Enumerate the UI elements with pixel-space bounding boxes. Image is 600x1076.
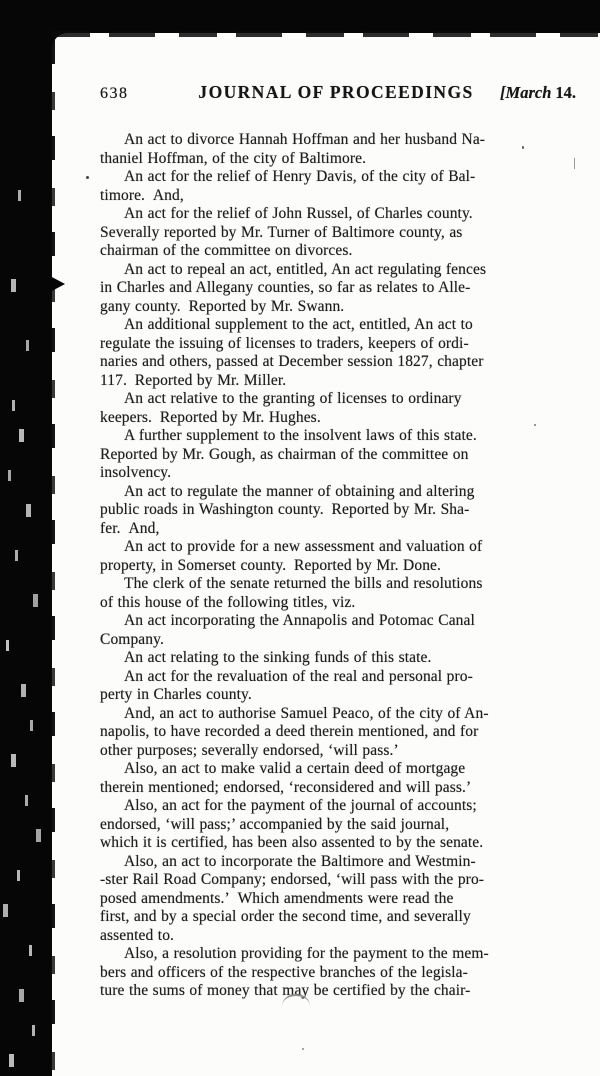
journal-title: JOURNAL OF PROCEEDINGS [198,82,474,102]
paragraph: An act for the relief of John Russel, of Charles county. Severally reported by Mr. Turner of Baltimore county, as chairman of the committee on divorces. [100,205,473,259]
dust-speck [86,176,89,179]
dust-speck [534,424,536,426]
paragraph: Also, an act to make valid a certain deed of mortgage therein mentioned; endorsed, ‘reconsidered and will pass.’ [100,760,472,796]
header-date-day: 14. [555,83,576,102]
paragraph: The clerk of the senate returned the bills and resolutions of this house of the following titles, viz. [100,575,483,611]
header-date-month: [March [500,83,552,102]
paragraph: An additional supplement to the act, entitled, An act to regulate the issuing of licenses to traders, keepers of ordi- naries and others, passed at December session 1827, chapter 117. Reported by Mr. Miller. [100,316,484,389]
paragraph: An act to divorce Hannah Hoffman and her husband Na- thaniel Hoffman, of the city of Baltimore. [100,131,486,167]
paragraph: Also, an act to incorporate the Baltimore and Westmin- -ster Rail Road Company; endorsed, ‘will pass with the pro- posed amendments.’ Which amendments were read the first, and by a special order the second time, and severally assented to. [100,852,485,944]
paragraph: And, an act to authorise Samuel Peaco, of the city of An- napolis, to have recorded a deed therein mentioned, and for other purposes; severally endorsed, ‘will pass.’ [100,704,489,759]
dust-speck [574,158,575,169]
torn-edge-top [52,31,600,37]
paragraph: Also, a resolution providing for the payment to the mem- bers and officers of the respective branches of the legisla- ture the sums of money that may be certified by the chair- [100,945,489,999]
dust-speck [302,1048,304,1050]
paragraph: Also, an act for the payment of the journal of accounts; endorsed, ‘will pass;’ accompanied by the said journal, which it is certified, has been also assented to by the senate. [100,797,484,851]
paragraph: An act relating to the sinking funds of this state. [124,649,432,666]
binding-scratches [12,400,15,411]
paragraph: An act incorporating the Annapolis and Potomac Canal Company. [100,612,475,648]
dust-speck [522,146,524,149]
paragraph: An act to regulate the manner of obtaining and altering public roads in Washington county. Reported by Mr. Sha- fer. And, [100,482,475,537]
torn-edge-left [51,40,55,1070]
header-date [500,82,576,104]
page-header [100,81,576,105]
page [52,33,600,1076]
paragraph: An act for the revaluation of the real and personal pro- perty in Charles county. [100,667,473,703]
page-number: 638 [100,85,129,102]
paragraph: An act for the relief of Henry Davis, of the city of Bal- timore. And, [100,168,476,204]
paragraph: An act to repeal an act, entitled, An act regulating fences in Charles and Allegany counties, so far as relates to Alle- gany county. Reported by Mr. Swann. [100,260,487,315]
paragraph: An act to provide for a new assessment and valuation of property, in Somerset county. Reported by Mr. Done. [100,538,483,574]
page-body [100,131,576,1001]
paragraph: A further supplement to the insolvent laws of this state. Reported by Mr. Gough, as chairman of the committee on insolvency. [100,427,477,481]
ink-blotch [50,276,65,292]
paragraph: An act relative to the granting of licenses to ordinary keepers. Reported by Mr. Hughes. [100,390,462,426]
